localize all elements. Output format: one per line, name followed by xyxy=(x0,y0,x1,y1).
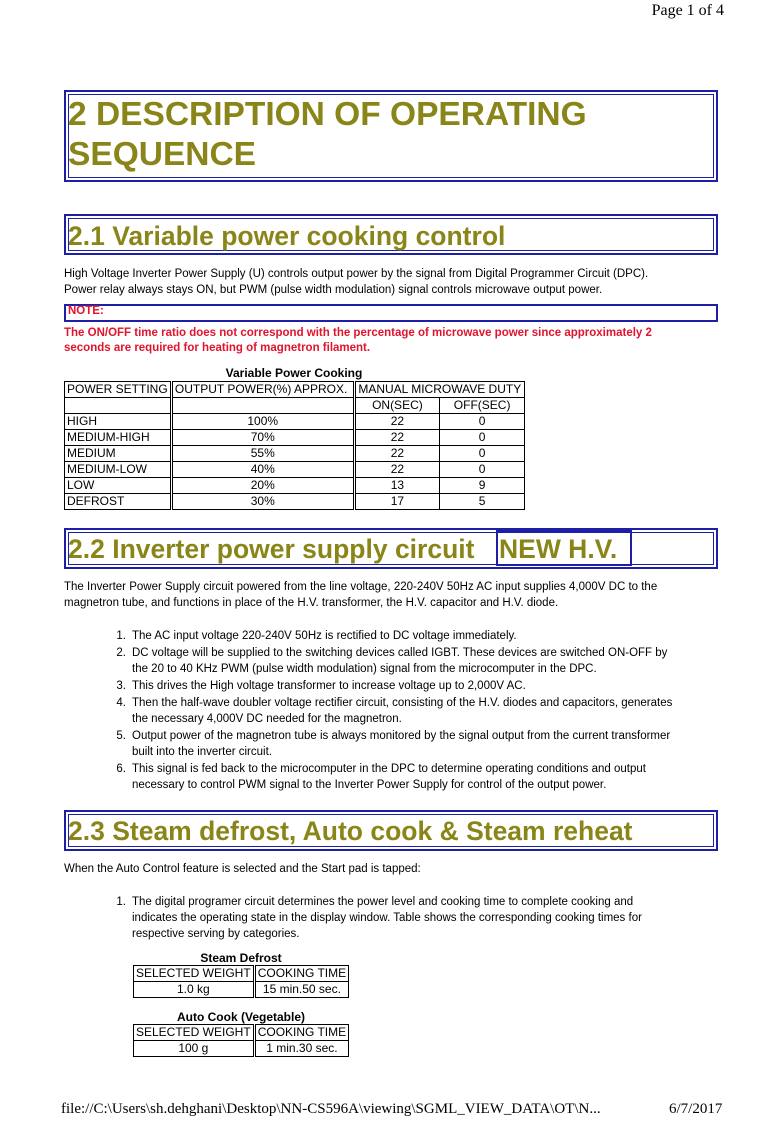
cell-off: 0 xyxy=(440,462,525,478)
step-line: the necessary 4,000V DC needed for the magnetron. xyxy=(132,713,402,725)
table-row xyxy=(65,462,525,478)
step-line: respective serving by categories. xyxy=(132,928,300,940)
section-2-2-paragraph xyxy=(64,579,724,611)
table-row xyxy=(65,478,525,494)
header-cooking-time: COOKING TIME xyxy=(254,966,348,982)
list-item xyxy=(116,695,737,727)
note-line: seconds are required for heating of magnetron filament. xyxy=(64,342,371,354)
cell-time: 1 min.30 sec. xyxy=(254,1041,348,1057)
step-number: 1. xyxy=(116,896,126,908)
page-number: Page 1 of 4 xyxy=(651,2,724,19)
auto-control-steps-list xyxy=(114,894,737,942)
table-row xyxy=(134,1041,349,1057)
note-label: NOTE: xyxy=(68,305,104,317)
cell-output: 30% xyxy=(171,494,354,510)
step-line: The AC input voltage 220-240V 50Hz is rectified to DC voltage immediately. xyxy=(132,630,517,642)
cell-output: 70% xyxy=(171,430,354,446)
cell-on: 22 xyxy=(354,446,440,462)
step-line: The digital programer circuit determines the power level and cooking time to complete cooking and xyxy=(132,896,634,908)
inverter-steps-list xyxy=(114,628,737,793)
list-item xyxy=(116,645,737,677)
table-row xyxy=(65,414,525,430)
table-row xyxy=(134,982,349,998)
steam-defrost-table xyxy=(133,965,349,998)
table-subheader-row xyxy=(65,398,525,414)
steam-defrost-caption: Steam Defrost xyxy=(200,951,282,965)
cell-on: 17 xyxy=(354,494,440,510)
variable-power-table xyxy=(64,381,525,510)
cell-output: 40% xyxy=(171,462,354,478)
auto-cook-caption: Auto Cook (Vegetable) xyxy=(176,1010,305,1024)
step-number: 3. xyxy=(116,680,126,692)
cell-weight: 1.0 kg xyxy=(134,982,255,998)
header-selected-weight: SELECTED WEIGHT xyxy=(134,966,255,982)
paragraph-line: High Voltage Inverter Power Supply (U) controls output power by the signal from Digital Programmer Circuit (DPC). xyxy=(64,268,649,280)
table-header-row xyxy=(134,966,349,982)
paragraph-line: Power relay always stays ON, but PWM (pulse width modulation) signal controls microwave output power. xyxy=(64,284,603,296)
list-item xyxy=(116,894,737,942)
step-line: Output power of the magnetron tube is always monitored by the signal output from the current transformer xyxy=(132,730,671,742)
cell-on: 22 xyxy=(354,430,440,446)
cell-output: 55% xyxy=(171,446,354,462)
header-on-sec: ON(SEC) xyxy=(354,398,440,414)
section-2-1-paragraph xyxy=(64,266,724,298)
table-row xyxy=(65,494,525,510)
footer-date: 6/7/2017 xyxy=(669,1101,723,1117)
variable-power-table-caption: Variable Power Cooking xyxy=(225,366,363,380)
cell-output: 20% xyxy=(171,478,354,494)
section-2-3-title: 2.3 Steam defrost, Auto cook & Steam reheat xyxy=(68,816,633,846)
header-output-power: OUTPUT POWER(%) APPROX. xyxy=(171,382,354,398)
header-blank xyxy=(171,398,354,414)
step-line: indicates the operating state in the display window. Table shows the corresponding cooking times for xyxy=(132,912,642,924)
cell-setting: DEFROST xyxy=(65,494,172,510)
paragraph-line: The Inverter Power Supply circuit powered from the line voltage, 220-240V 50Hz AC input supplies 4,000V DC to the xyxy=(64,581,658,593)
step-line: Then the half-wave doubler voltage rectifier circuit, consisting of the H.V. diodes and capacitors, generates xyxy=(132,697,673,709)
table-header-row xyxy=(134,1025,349,1041)
step-line: the 20 to 40 KHz PWM (pulse width modulation) signal from the microcomputer in the DPC. xyxy=(132,663,597,675)
cell-off: 0 xyxy=(440,430,525,446)
list-item xyxy=(116,761,737,793)
step-line: DC voltage will be supplied to the switching devices called IGBT. These devices are switched ON-OFF by xyxy=(132,647,668,659)
cell-time: 15 min.50 sec. xyxy=(254,982,348,998)
step-number: 5. xyxy=(116,730,126,742)
cell-on: 22 xyxy=(354,414,440,430)
section-2-2-title: 2.2 Inverter power supply circuit xyxy=(68,534,475,564)
cell-off: 0 xyxy=(440,414,525,430)
cell-weight: 100 g xyxy=(134,1041,255,1057)
note-line: The ON/OFF time ratio does not correspond with the percentage of microwave power since approximately 2 xyxy=(64,327,652,339)
cell-setting: MEDIUM-LOW xyxy=(65,462,172,478)
cell-off: 5 xyxy=(440,494,525,510)
paragraph-line: magnetron tube, and functions in place of the H.V. transformer, the H.V. capacitor and H.V. diode. xyxy=(64,597,559,609)
list-item xyxy=(116,678,737,694)
list-item xyxy=(116,728,737,760)
note-text xyxy=(64,326,714,356)
page-title: 2 DESCRIPTION OF OPERATING SEQUENCE xyxy=(68,96,587,173)
section-2-3-intro: When the Auto Control feature is selected and the Start pad is tapped: xyxy=(64,863,421,875)
step-number: 2. xyxy=(116,647,126,659)
cell-off: 0 xyxy=(440,446,525,462)
step-line: This drives the High voltage transformer to increase voltage up to 2,000V AC. xyxy=(132,680,526,692)
step-line: necessary to control PWM signal to the Inverter Power Supply for control of the output power. xyxy=(132,779,607,791)
cell-on: 13 xyxy=(354,478,440,494)
header-cooking-time: COOKING TIME xyxy=(254,1025,348,1041)
header-power-setting: POWER SETTING xyxy=(65,382,172,398)
cell-setting: MEDIUM-HIGH xyxy=(65,430,172,446)
table-row xyxy=(65,430,525,446)
step-number: 1. xyxy=(116,630,126,642)
cell-output: 100% xyxy=(171,414,354,430)
step-line: built into the inverter circuit. xyxy=(132,746,272,758)
step-number: 6. xyxy=(116,763,126,775)
section-2-1-title: 2.1 Variable power cooking control xyxy=(68,221,506,251)
header-selected-weight: SELECTED WEIGHT xyxy=(134,1025,255,1041)
cell-off: 9 xyxy=(440,478,525,494)
step-number: 4. xyxy=(116,697,126,709)
new-hv-badge: NEW H.V. xyxy=(499,534,618,564)
footer-file-path: file://C:\Users\sh.dehghani\Desktop\NN-CS596A\viewing\SGML_VIEW_DATA\OT\N... xyxy=(61,1101,601,1117)
cell-setting: MEDIUM xyxy=(65,446,172,462)
list-item xyxy=(116,628,737,644)
cell-on: 22 xyxy=(354,462,440,478)
note-box xyxy=(64,304,718,322)
table-header-row xyxy=(65,382,525,398)
header-duty: MANUAL MICROWAVE DUTY xyxy=(354,382,524,398)
step-line: This signal is fed back to the microcomputer in the DPC to determine operating conditions and output xyxy=(132,763,646,775)
cell-setting: HIGH xyxy=(65,414,172,430)
cell-setting: LOW xyxy=(65,478,172,494)
auto-cook-table xyxy=(133,1024,349,1057)
header-blank xyxy=(65,398,172,414)
header-off-sec: OFF(SEC) xyxy=(440,398,525,414)
table-row xyxy=(65,446,525,462)
